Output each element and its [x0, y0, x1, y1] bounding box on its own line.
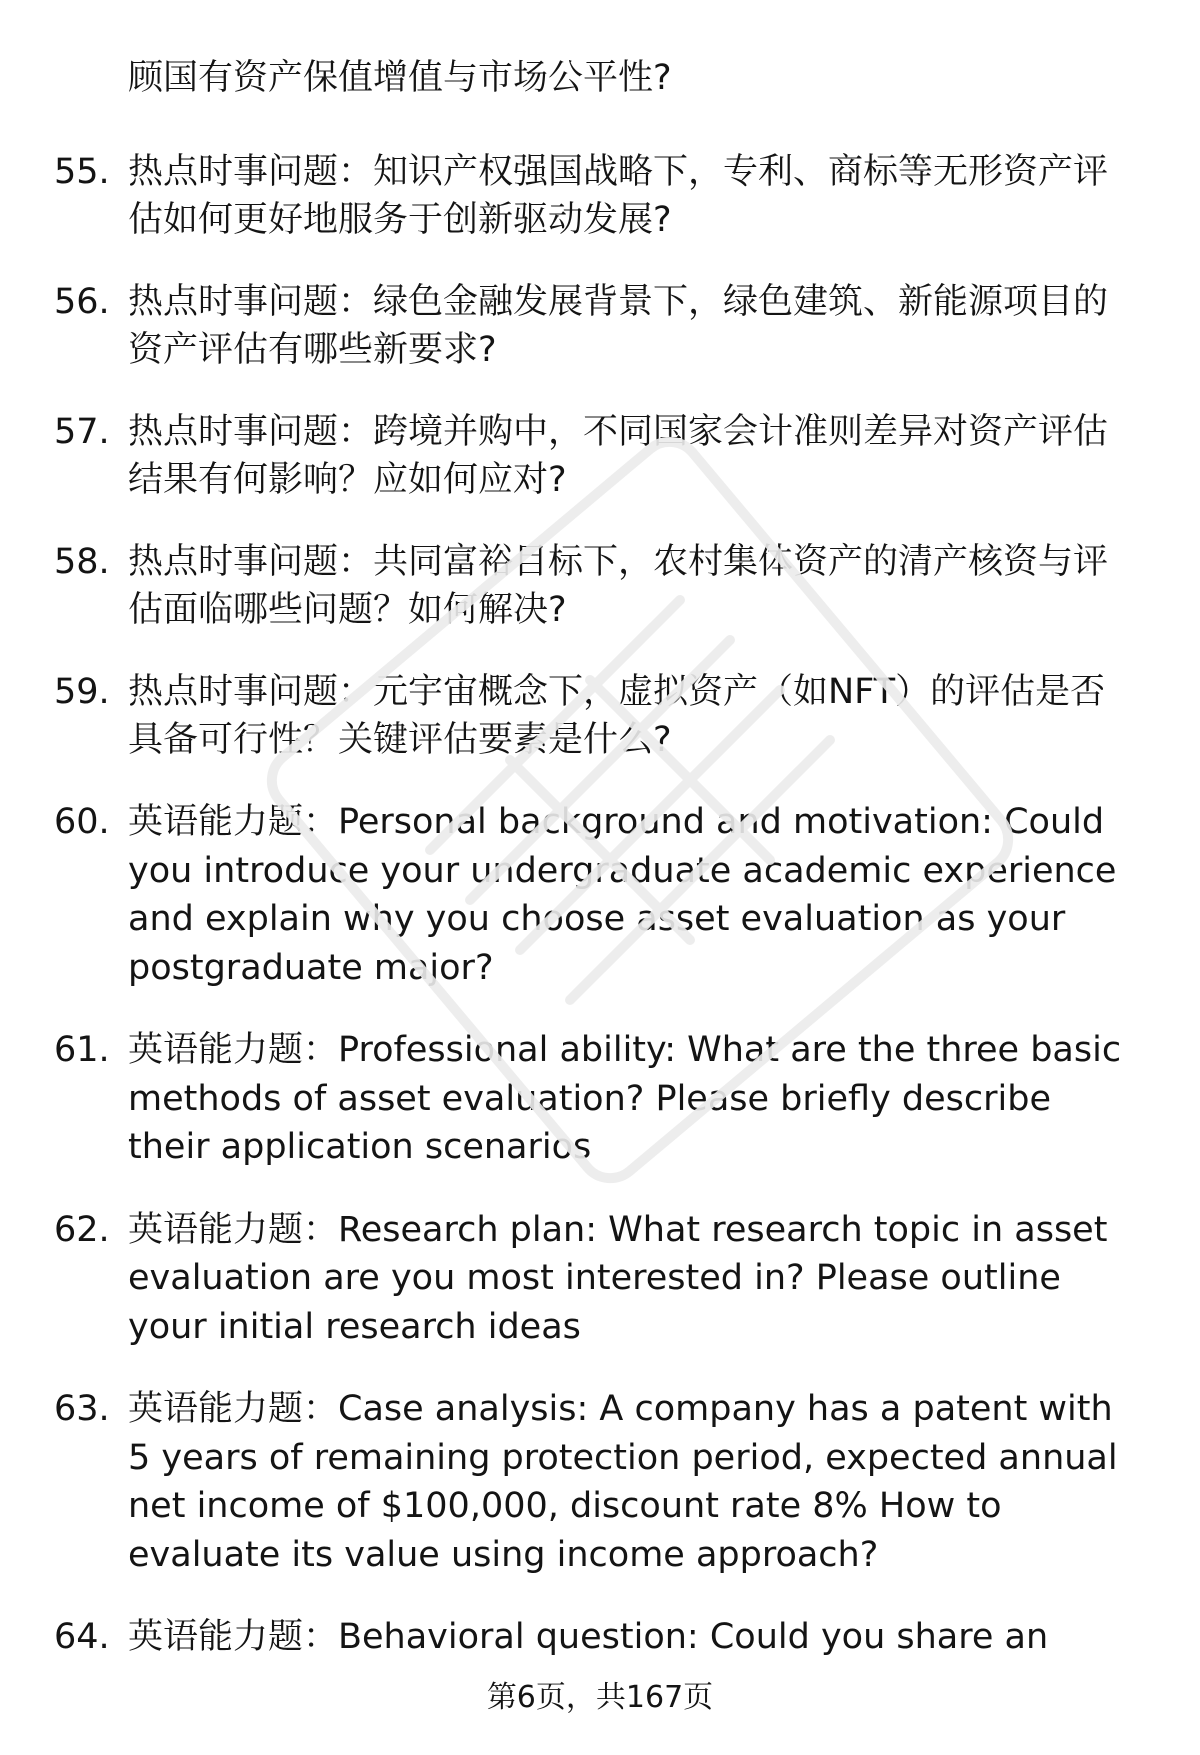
question-number: 64. [54, 1617, 110, 1657]
question-number: 62. [54, 1209, 110, 1250]
question-text: 英语能力题：Personal background and motivation: Could you introduce your undergraduate academic experience and explain why you choose asset evaluation as your postgraduate major? [128, 802, 1117, 988]
list-item [0, 1613, 1138, 1662]
question-text: 英语能力题：Professional ability: What are the three basic methods of asset evaluation? Please briefly describe their application scenarios [128, 1030, 1122, 1167]
list-item [0, 798, 1138, 992]
question-number: 61. [54, 1030, 110, 1070]
list-item [0, 1026, 1138, 1172]
question-number: 57. [54, 412, 110, 452]
question-list [0, 148, 1200, 1696]
continued-question-text: 顾国有资产保值增值与市场公平性? [128, 58, 672, 98]
question-text: 英语能力题：Research plan: What research topic in asset evaluation are you most interested in? Please outline your initial research ideas [128, 1209, 1108, 1347]
question-text: 英语能力题：Case analysis: A company has a patent with 5 years of remaining protection period, expected annual net income of $100,000, discount rate 8% How to evaluate its value using income approach? [128, 1389, 1118, 1575]
question-text: 热点时事问题：跨境并购中，不同国家会计准则差异对资产评估结果有何影响？应如何应对? [128, 412, 1109, 500]
list-item [0, 408, 1138, 504]
page-footer: 第6页，共167页 [486, 1680, 714, 1715]
question-number: 56. [54, 282, 110, 322]
list-item [0, 1385, 1138, 1579]
list-item [0, 1206, 1138, 1352]
list-item [0, 148, 1138, 244]
question-text: 热点时事问题：知识产权强国战略下，专利、商标等无形资产评估如何更好地服务于创新驱动发展? [128, 152, 1109, 240]
question-number: 58. [54, 542, 110, 582]
question-text: 热点时事问题：元宇宙概念下，虚拟资产（如NFT）的评估是否具备可行性？关键评估要素是什么? [128, 672, 1106, 760]
question-number: 63. [54, 1389, 110, 1429]
question-text: 热点时事问题：绿色金融发展背景下，绿色建筑、新能源项目的资产评估有哪些新要求? [128, 282, 1109, 370]
question-number: 59. [54, 672, 110, 712]
question-number: 60. [54, 802, 110, 842]
question-text: 英语能力题：Behavioral question: Could you share an [128, 1617, 1049, 1657]
list-item [0, 668, 1138, 764]
question-text: 热点时事问题：共同富裕目标下，农村集体资产的清产核资与评估面临哪些问题？如何解决? [128, 542, 1109, 630]
list-item [0, 278, 1138, 374]
list-item [0, 538, 1138, 634]
question-number: 55. [54, 152, 110, 192]
